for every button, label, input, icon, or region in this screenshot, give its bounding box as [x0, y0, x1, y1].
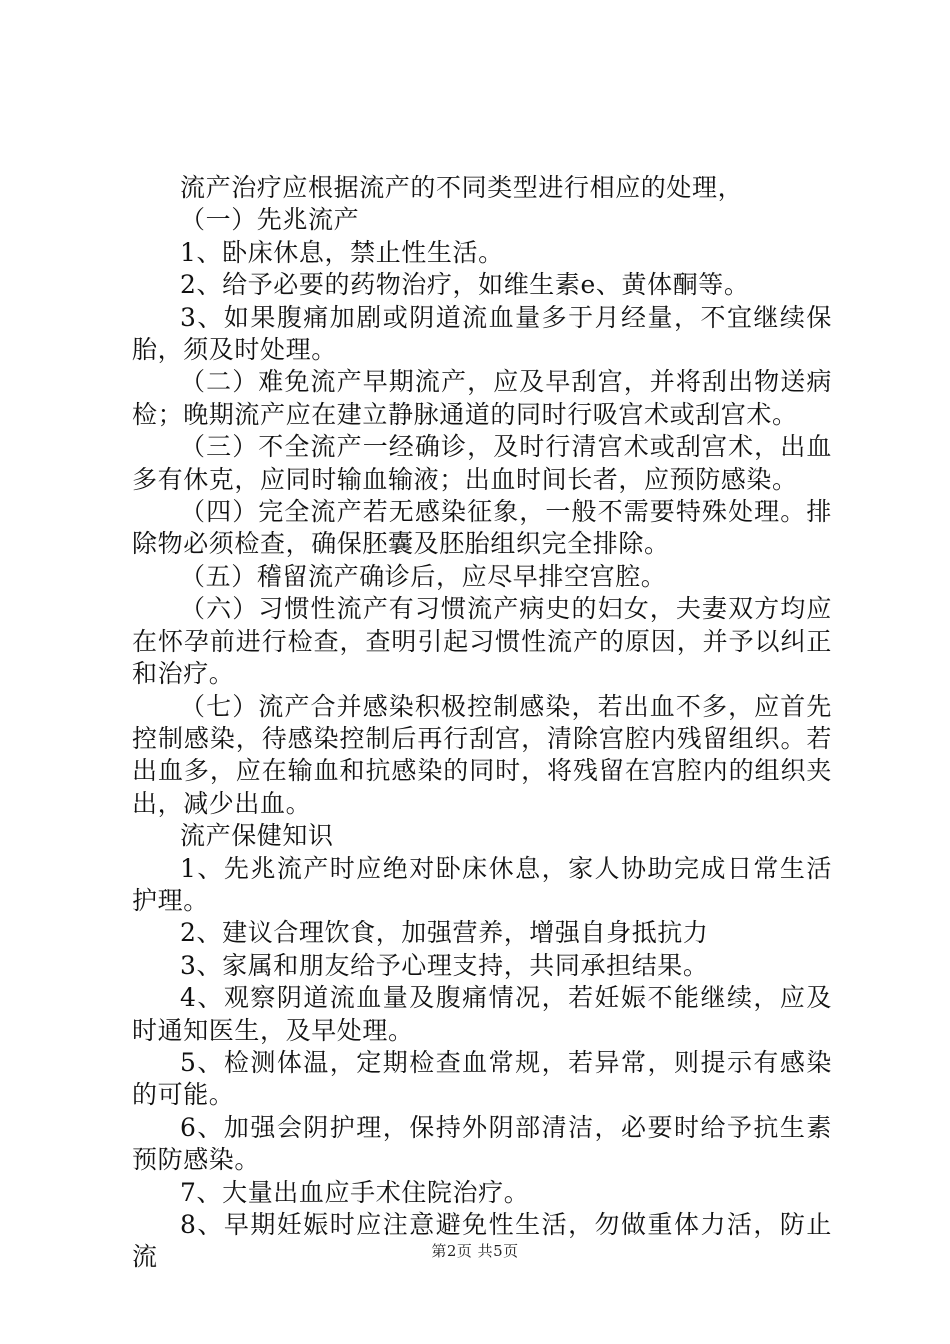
paragraph-habitual-abortion: （六）习惯性流产有习惯流产病史的妇女，夫妻双方均应在怀孕前进行检查，查明引起习惯性流产的原因，并予以纠正和治疗。 — [132, 594, 832, 689]
paragraph-inevitable-abortion: （二）难免流产早期流产，应及早刮宫，并将刮出物送病检；晚期流产应在建立静脉通道的同时行吸宫术或刮宫术。 — [132, 367, 832, 429]
list-item: 2、给予必要的药物治疗，如维生素e、黄体酮等。 — [180, 270, 750, 300]
page-number-label: 第2页 共5页 — [431, 1242, 519, 1260]
list-item: 8、早期妊娠时应注意避免性生活，勿做重体力活，防止流 — [132, 1210, 832, 1272]
list-item: 3、家属和朋友给予心理支持，共同承担结果。 — [180, 950, 709, 980]
list-item: 5、检测体温，定期检查血常规，若异常，则提示有感染的可能。 — [132, 1047, 832, 1110]
page-footer — [0, 1241, 950, 1261]
paragraph-incomplete-abortion: （三）不全流产一经确诊，及时行清宫术或刮宫术，出血多有休克，应同时输血输液；出血时间长者，应预防感染。 — [132, 432, 832, 494]
paragraph-infected-abortion: （七）流产合并感染积极控制感染，若出血不多，应首先控制感染，待感染控制后再行刮宫，清除宫腔内残留组织。若出血多，应在输血和抗感染的同时，将残留在宫腔内的组织夹出，减少出血。 — [132, 691, 832, 818]
list-item: 2、建议合理饮食，加强营养，增强自身抵抗力 — [180, 918, 709, 948]
list-item: 4、观察阴道流血量及腹痛情况，若妊娠不能继续，应及时通知医生，及早处理。 — [132, 983, 832, 1045]
heading-threatened-abortion: （一）先兆流产 — [180, 205, 360, 235]
document-body — [132, 172, 832, 1274]
heading-health-knowledge: 流产保健知识 — [180, 821, 334, 851]
list-item: 7、大量出血应手术住院治疗。 — [180, 1177, 530, 1207]
list-item: 3、如果腹痛加剧或阴道流血量多于月经量，不宜继续保胎，须及时处理。 — [132, 302, 832, 365]
list-item: 6、加强会阴护理，保持外阴部清洁，必要时给予抗生素预防感染。 — [132, 1112, 832, 1175]
paragraph-complete-abortion: （四）完全流产若无感染征象，一般不需要特殊处理。排除物必须检查，确保胚囊及胚胎组织完全排除。 — [132, 497, 832, 559]
paragraph-intro: 流产治疗应根据流产的不同类型进行相应的处理， — [180, 173, 744, 202]
paragraph-missed-abortion: （五）稽留流产确诊后，应尽早排空宫腔。 — [180, 561, 667, 591]
list-item: 1、先兆流产时应绝对卧床休息，家人协助完成日常生活护理。 — [132, 853, 832, 915]
list-item: 1、卧床休息，禁止性生活。 — [180, 237, 504, 267]
